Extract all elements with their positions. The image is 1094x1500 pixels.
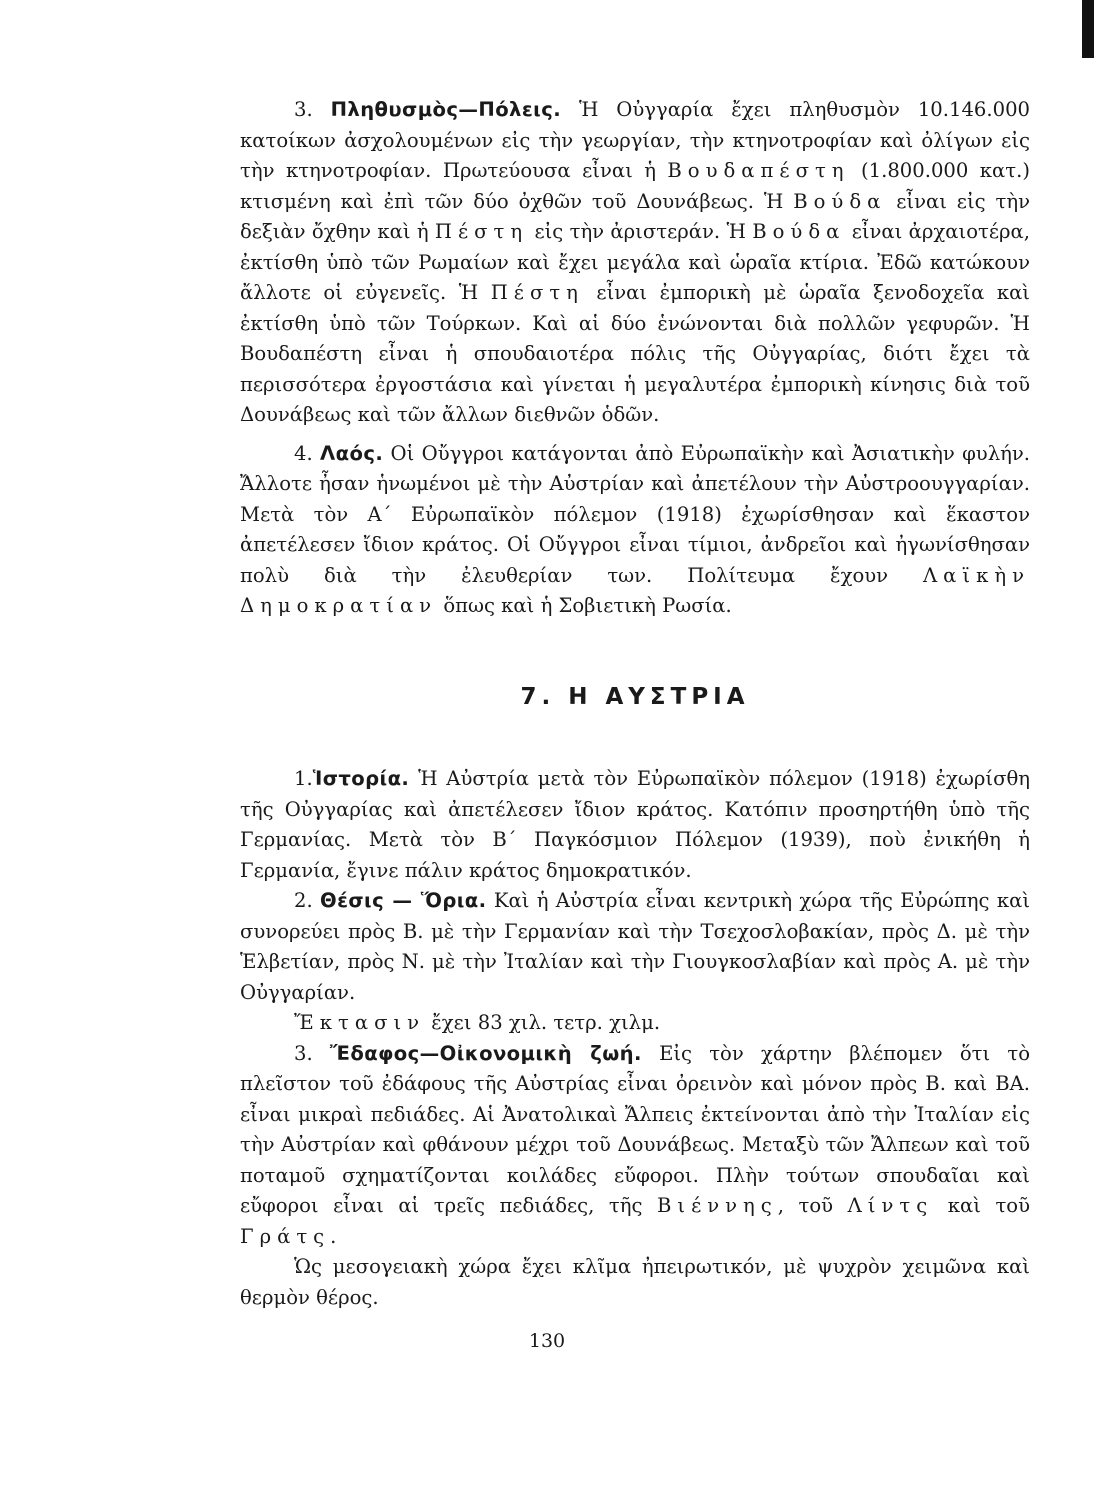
paragraph-austria-history: 1.Ἱστορία. Ἡ Αὐστρία μετὰ τὸν Εὐρωπαϊκὸν πόλεμον (1918) ἐχωρίσθη τῆς Οὐγγαρίας καὶ ἀπετέλεσεν ἴδιον κράτος. Κατόπιν προσηρτήθη ὑπὸ τῆς Γερμανίας. Μετὰ τὸν Β΄ Παγκόσμιον Πόλεμον (1939), ποὺ ἐνικήθη ἡ Γερμανία, ἔγινε πάλιν κράτος δημοκρατικόν. (240, 767, 1030, 882)
paragraph-austria-position: 2. Θέσις — Ὅρια. Καὶ ἡ Αὐστρία εἶναι κεντρικὴ χώρα τῆς Εὐρώπης καὶ συνορεύει πρὸς Β. μὲ τὴν Γερμανίαν καὶ τὴν Τσεχοσλοβακίαν, πρὸς Δ. μὲ τὴν Ἑλβετίαν, πρὸς Ν. μὲ τὴν Ἰταλίαν καὶ τὴν Γιουγκοσλαβίαν καὶ πρὸς Α. μὲ τὴν Οὐγγαρίαν. (240, 889, 1031, 1004)
scan-dark-edge (1082, 0, 1094, 58)
paragraph-hungary-population: 3. Πληθυσμὸς—Πόλεις. Ἡ Οὐγγαρία ἔχει πληθυσμὸν 10.146.000 κατοίκων ἀσχολουμένων εἰς τὴν γεωργίαν, τὴν κτηνοτροφίαν καὶ ὀλίγων εἰς τὴν κτηνοτροφίαν. Πρωτεύουσα εἶναι ἡ Βουδαπέστη (1.800.000 κατ.) κτισμένη καὶ ἐπὶ τῶν δύο ὀχθῶν τοῦ Δουνάβεως. Ἡ Βούδα εἶναι εἰς τὴν δεξιὰν ὄχθην καὶ ἡ Πέστη εἰς τὴν ἀριστεράν. Ἡ Βούδα εἶναι ἀρχαιοτέρα, ἐκτίσθη ὑπὸ τῶν Ρωμαίων καὶ ἔχει μεγάλα καὶ ὡραῖα κτίρια. Ἐδῶ κατώκουν ἄλλοτε οἱ εὐγενεῖς. Ἡ Πέστη εἶναι ἐμπορικὴ μὲ ὡραῖα ξενοδοχεῖα καὶ ἐκτίσθη ὑπὸ τῶν Τούρκων. Καὶ αἱ δύο ἑνώνονται διὰ πολλῶν γεφυρῶν. Ἡ Βουδαπέστη εἶναι ἡ σπουδαιοτέρα πόλις τῆς Οὐγγαρίας, διότι ἔχει τὰ περισσότερα ἐργοστάσια καὶ γίνεται ἡ μεγαλυτέρα ἐμπορικὴ κίνησις διὰ τοῦ Δουνάβεως καὶ τῶν ἄλλων διεθνῶν ὁδῶν. (240, 98, 1031, 426)
section-heading: Λαός. (320, 441, 384, 465)
chapter-title: 7. Η ΑΥΣΤΡΙΑ (520, 683, 750, 710)
section-heading: Θέσις — Ὅρια. (320, 889, 487, 912)
paragraph-austria-economy: 3. Ἔδαφος—Οἰκονομικὴ ζωή. Εἰς τὸν χάρτην βλέπομεν ὅτι τὸ πλεῖστον τοῦ ἐδάφους τῆς Αὐστρίας εἶναι ὀρεινὸν καὶ μόνον πρὸς Β. καὶ ΒΑ. εἶναι μικραὶ πεδιάδες. Αἱ Ἀνατολικαὶ Ἄλπεις ἐκτείνονται ἀπὸ τὴν Ἰταλίαν εἰς τὴν Αὐστρίαν καὶ φθάνουν μέχρι τοῦ Δουνάβεως. Μεταξὺ τῶν Ἄλπεων καὶ τοῦ ποταμοῦ σχηματίζονται κοιλάδες εὔφοροι. Πλὴν τούτων σπουδαῖαι καὶ εὔφοροι εἶναι αἱ τρεῖς πεδιάδες, τῆς Βιέννης, τοῦ Λίντς καὶ τοῦ Γράτς. (240, 1041, 1030, 1248)
section-heading: Ἔδαφος—Οἰκονομικὴ ζωή. (329, 1041, 642, 1065)
section-heading: Πληθυσμὸς—Πόλεις. (330, 98, 562, 121)
section-heading: Ἱστορία. (312, 767, 410, 790)
page-text (240, 95, 1030, 1313)
paragraph-austria-climate: Ὡς μεσογειακὴ χώρα ἔχει κλῖμα ἠπειρωτικόν, μὲ ψυχρὸν χειμῶνα καὶ θερμὸν θέρος. (240, 1255, 1030, 1309)
paragraph-hungary-people: 4. Λαός. Οἱ Οὔγγροι κατάγονται ἀπὸ Εὐρωπαϊκὴν καὶ Ἀσιατικὴν φυλήν. Ἄλλοτε ἦσαν ἡνωμένοι μὲ τὴν Αὐστρίαν καὶ ἀπετέλουν τὴν Αὐστροουγγαρίαν. Μετὰ τὸν Α΄ Εὐρωπαϊκὸν πόλεμον (1918) ἐχωρίσθησαν καὶ ἕκαστον ἀπετέλεσεν ἴδιον κράτος. Οἱ Οὔγγροι εἶναι τίμιοι, ἀνδρεῖοι καὶ ἠγωνίσθησαν πολὺ διὰ τὴν ἐλευθερίαν των. Πολίτευμα ἔχουν Λαϊκὴν Δημοκρατίαν ὅπως καὶ ἡ Σοβιετικὴ Ρωσία. (240, 441, 1030, 617)
paragraph-austria-area: Ἔκτασιν ἔχει 83 χιλ. τετρ. χιλμ. (294, 1011, 661, 1034)
page-number: 130 (528, 1330, 566, 1352)
